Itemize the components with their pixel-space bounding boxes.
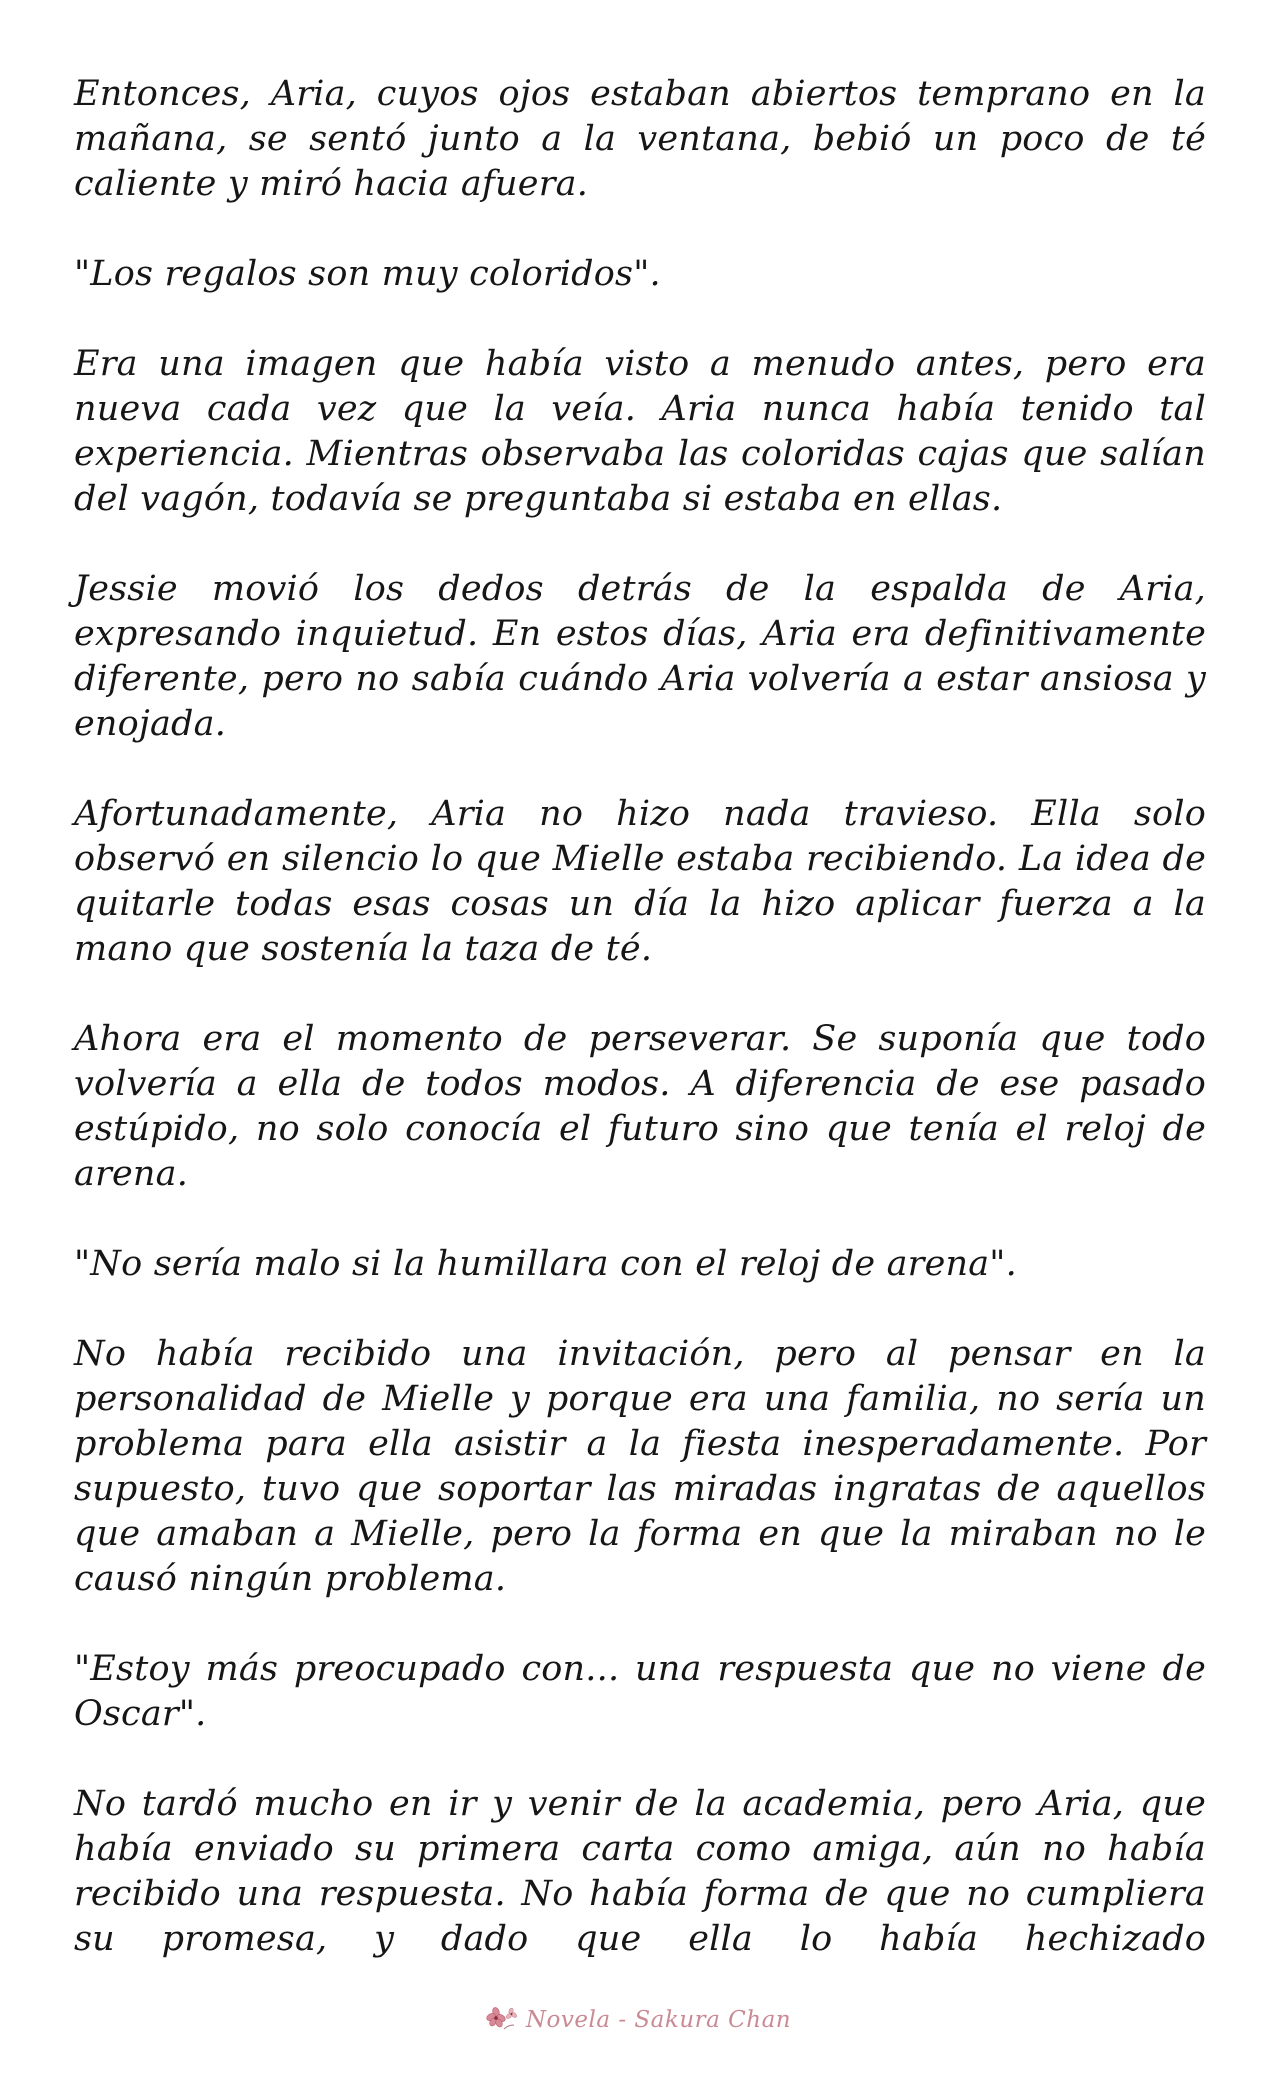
- watermark: [0, 1998, 1275, 2042]
- paragraph: "Estoy más preocupado con... una respuesta que no viene de Oscar".: [74, 1649, 1206, 1734]
- paragraph: No había recibido una invitación, pero al pensar en la personalidad de Mielle y porque era una familia, no sería un problema para ella asistir a la fiesta inesperadamente. Por supuesto, tuvo que soportar las miradas ingratas de aquellos que amaban a Mielle, pero la forma en que la miraban no le causó ningún problema.: [74, 1334, 1206, 1599]
- paragraph: Era una imagen que había visto a menudo antes, pero era nueva cada vez que la veía. Aria nunca había tenido tal experiencia. Mientras observaba las coloridas cajas que salían del vagón, todavía se preguntaba si estaba en ellas.: [74, 344, 1206, 519]
- paragraph: "Los regalos son muy coloridos".: [74, 254, 661, 294]
- paragraph: Entonces, Aria, cuyos ojos estaban abiertos temprano en la mañana, se sentó junto a la ventana, bebió un poco de té caliente y miró hacia afuera.: [74, 74, 1206, 204]
- paragraph: Afortunadamente, Aria no hizo nada travieso. Ella solo observó en silencio lo que Mielle estaba recibiendo. La idea de quitarle todas esas cosas un día la hizo aplicar fuerza a la mano que sostenía la taza de té.: [74, 794, 1206, 969]
- paragraph: Ahora era el momento de perseverar. Se suponía que todo volvería a ella de todos modos. A diferencia de ese pasado estúpido, no solo conocía el futuro sino que tenía el reloj de arena.: [74, 1019, 1206, 1194]
- paragraph: No tardó mucho en ir y venir de la academia, pero Aria, que había enviado su primera carta como amiga, aún no había recibido una respuesta. No había forma de que no cumpliera su promesa, y dado que ella lo había hechizado: [74, 1784, 1206, 1959]
- paragraph: "No sería malo si la humillara con el reloj de arena".: [74, 1244, 1017, 1284]
- watermark-text: Novela - Sakura Chan: [525, 2007, 792, 2033]
- sakura-flower-icon: [484, 2003, 520, 2037]
- document-body: [74, 72, 1206, 1962]
- paragraph: Jessie movió los dedos detrás de la espalda de Aria, expresando inquietud. En estos días, Aria era definitivamente diferente, pero no sabía cuándo Aria volvería a estar ansiosa y enojada.: [74, 569, 1206, 744]
